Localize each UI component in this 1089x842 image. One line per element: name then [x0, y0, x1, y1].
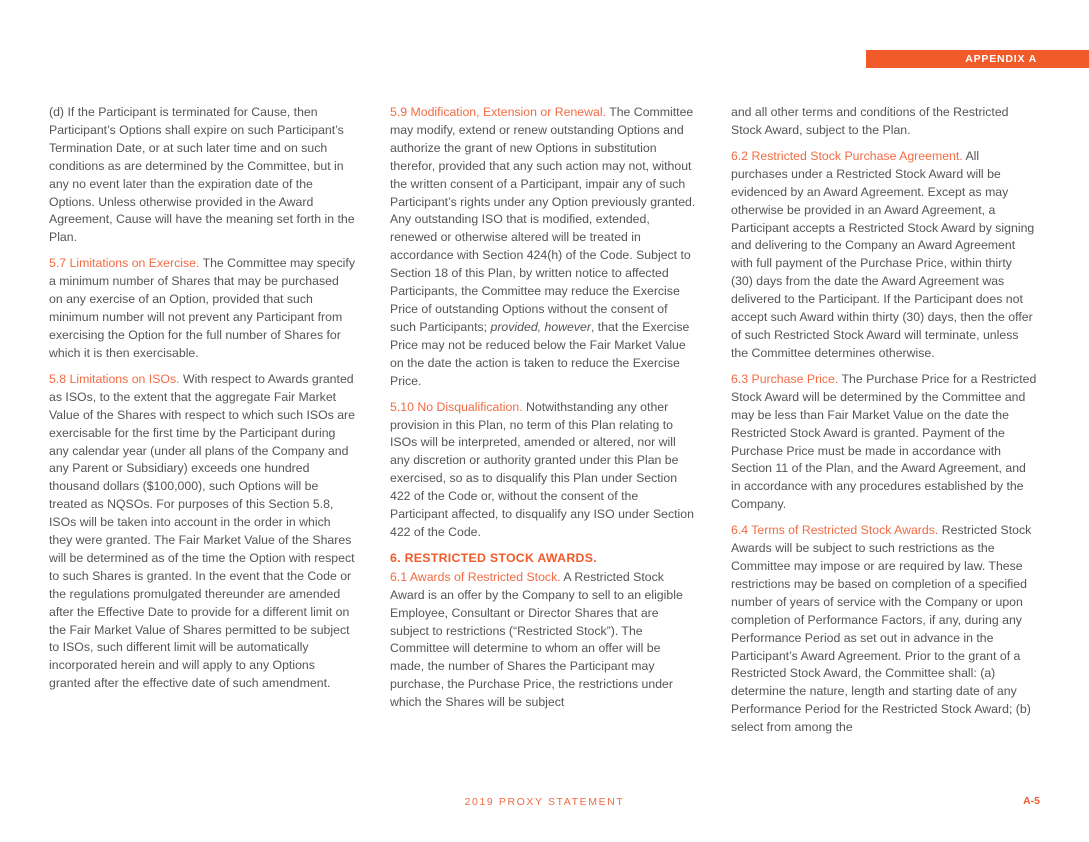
paragraph-text: (d) If the Participant is terminated for Cause, then Participant’s Options shall expire on such Participant’s Termination Date, or at such later time and on such conditions as are determined by the Committee, but in any no event later than the expiration date of the Options. Unless otherwise provided in the Award Agreement, Cause will have the meaning set forth in the Plan.: [49, 105, 355, 245]
section-6-1-continued: [731, 104, 1037, 140]
section-body: The Committee may modify, extend or renew outstanding Options and authorize the grant of new Options in substitution therefor, provided that any such action may not, without the written consent of a Participant, impair any of such Participant’s rights under any Option previously granted. Any outstanding ISO that is modified, extended, renewed or otherwise altered will be treated in accordance with Section 424(h) of the Code. Subject to Section 18 of this Plan, by written notice to affected Participants, the Committee may reduce the Exercise Price of outstanding Options without the consent of such Participants;: [390, 105, 696, 334]
section-6-heading: 6. RESTRICTED STOCK AWARDS.: [390, 550, 597, 565]
section-5-10: [390, 399, 696, 542]
section-5-7: [49, 255, 355, 362]
section-title: 5.9 Modification, Extension or Renewal.: [390, 105, 606, 119]
paragraph-text: and all other terms and conditions of the Restricted Stock Award, subject to the Plan.: [731, 105, 1009, 137]
section-body: All purchases under a Restricted Stock Award will be evidenced by an Award Agreement. Except as may otherwise be provided in an Award Agreement, a Participant accepts a Restricted Stock Award by signing and delivering to the Company an Award Agreement with full payment of the Purchase Price, within thirty (30) days from the date the Award Agreement was delivered to the Participant. If the Participant does not accept such Award within thirty (30) days, then the offer of such Restricted Stock Award will terminate, unless the Committee determines otherwise.: [731, 148, 1035, 360]
section-body: With respect to Awards granted as ISOs, to the extent that the aggregate Fair Market Value of the Shares with respect to which such ISOs are exercisable for the first time by the Participant during any calendar year (under all plans of the Company and any Parent or Subsidiary) exceeds one hundred thousand dollars ($100,000), such Options will be treated as NQSOs. For purposes of this Section 5.8, ISOs will be taken into account in the order in which they were granted. The Fair Market Value of the Shares will be determined as of the time the Option with respect to such Shares is granted. In the event that the Code or the regulations promulgated thereunder are amended after the Effective Date to provide for a different limit on the Fair Market Value of Shares permitted to be subject to ISOs, such different limit will be automatically incorporated herein and will apply to any Options granted after the effective date of such amendment.: [49, 371, 355, 691]
section-title: 6.4 Terms of Restricted Stock Awards.: [731, 523, 939, 538]
section-body: Notwithstanding any other provision in this Plan, no term of this Plan relating to ISOs will be interpreted, amended or altered, nor will any discretion or authority granted under this Plan be exercised, so as to disqualify this Plan under Section 422 of the Code or, without the consent of the Participant affected, to disqualify any ISO under Section 422 of the Code.: [390, 399, 694, 539]
paragraph-5-6d: [49, 104, 355, 247]
footer-page-number: A-5: [1023, 795, 1040, 807]
section-6-2: [731, 148, 1037, 363]
appendix-label: APPENDIX A: [965, 53, 1037, 65]
footer-document-title: 2019 PROXY STATEMENT: [464, 796, 625, 808]
section-5-8: [49, 371, 355, 693]
section-title: 5.8 Limitations on ISOs.: [49, 371, 180, 386]
column-left: [49, 104, 355, 701]
section-6-1: [390, 569, 696, 712]
section-body: A Restricted Stock Award is an offer by the Company to sell to an eligible Employee, Consultant or Director Shares that are subject to restrictions (“Restricted Stock”). The Committee will determine to whom an offer will be made, the number of Shares the Participant may purchase, the Purchase Price, the restrictions under which the Shares will be subject: [390, 569, 683, 710]
section-body: The Committee may specify a minimum number of Shares that may be purchased on any exercise of an Option, provided that such minimum number will not prevent any Participant from exercising the Option for the full number of Shares for which it is then exercisable.: [49, 256, 355, 360]
appendix-tab: [866, 50, 1089, 68]
section-title: 5.7 Limitations on Exercise.: [49, 256, 200, 271]
section-title: 5.10 No Disqualification.: [390, 399, 523, 414]
section-5-9: [390, 104, 696, 391]
section-body: The Purchase Price for a Restricted Stock Award will be determined by the Committee and may be less than Fair Market Value on the date the Restricted Stock Award is granted. Payment of the Purchase Price must be made in accordance with Section 11 of the Plan, and the Award Agreement, and in accordance with any procedures established by the Company.: [731, 371, 1037, 512]
section-title: 6.2 Restricted Stock Purchase Agreement.: [731, 148, 963, 163]
column-middle: [390, 104, 696, 720]
section-title: 6.1 Awards of Restricted Stock.: [390, 569, 561, 584]
section-body-italic: provided, however: [490, 319, 591, 334]
section-title: 6.3 Purchase Price.: [731, 371, 839, 386]
section-6-4: [731, 522, 1037, 737]
section-body: Restricted Stock Awards will be subject to such restrictions as the Committee may impose or are required by law. These restrictions may be based on completion of a specified number of years of service with the Company or upon completion of Performance Factors, if any, during any Performance Period as set out in advance in the Participant’s Award Agreement. Prior to the grant of a Restricted Stock Award, the Committee shall: (a) determine the nature, length and starting date of any Performance Period for the Restricted Stock Award; (b) select from among the: [731, 523, 1032, 735]
section-body: , that the Exercise Price may not be reduced below the Fair Market Value on the date the action is taken to reduce the Exercise Price.: [390, 319, 690, 388]
column-right: [731, 104, 1037, 745]
section-6-3: [731, 371, 1037, 514]
